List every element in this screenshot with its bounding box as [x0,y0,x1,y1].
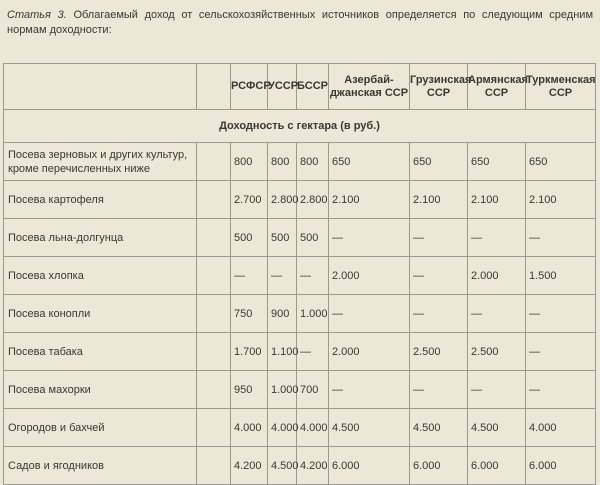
value-cell: — [526,219,596,257]
value-cell: — [231,257,268,295]
value-cell: 750 [231,295,268,333]
value-cell: — [329,295,410,333]
value-cell: 2.800 [268,181,297,219]
value-cell: 2.800 [297,181,329,219]
table-row [4,143,596,181]
row-label: Посева картофеля [4,181,197,219]
spacer-cell [197,409,231,447]
value-cell: 2.100 [410,181,468,219]
value-cell: 500 [268,219,297,257]
value-cell: 2.100 [329,181,410,219]
value-cell: 800 [297,143,329,181]
value-cell: 4.500 [268,447,297,485]
table-body [4,143,596,485]
value-cell: 2.500 [468,333,526,371]
table-row [4,257,596,295]
column-header-bssr: БССР [297,64,329,110]
value-cell: 2.100 [526,181,596,219]
value-cell: 2.000 [468,257,526,295]
value-cell: 2.100 [468,181,526,219]
value-cell: — [526,333,596,371]
row-label: Посева конопли [4,295,197,333]
value-cell: — [268,257,297,295]
value-cell: 4.500 [329,409,410,447]
spacer-cell [197,257,231,295]
spacer-cell [197,181,231,219]
value-cell: — [410,257,468,295]
value-cell: 6.000 [410,447,468,485]
row-label: Посева махорки [4,371,197,409]
article-number: Статья 3. [7,9,67,21]
value-cell: 500 [297,219,329,257]
value-cell: 950 [231,371,268,409]
section-header: Доходность с гектара (в руб.) [4,110,596,143]
value-cell: 2.000 [329,333,410,371]
row-label: Посева зерновых и других культур, кроме перечисленных ниже [4,143,197,181]
value-cell: 800 [268,143,297,181]
value-cell: 1.700 [231,333,268,371]
column-header-armenian-ssr: Армянская ССР [468,64,526,110]
value-cell: — [297,257,329,295]
value-cell: 2.700 [231,181,268,219]
table-row [4,219,596,257]
table-row [4,333,596,371]
value-cell: 700 [297,371,329,409]
column-header-ussr: УССР [268,64,297,110]
value-cell: 1.000 [297,295,329,333]
value-cell: 4.200 [297,447,329,485]
column-header-turkmen-ssr: Туркменская ССР [526,64,596,110]
value-cell: 1.000 [268,371,297,409]
value-cell: — [410,371,468,409]
table-row [4,181,596,219]
table-row [4,295,596,333]
value-cell: — [297,333,329,371]
value-cell: 6.000 [526,447,596,485]
value-cell: — [410,295,468,333]
value-cell: — [468,371,526,409]
value-cell: 650 [329,143,410,181]
value-cell: 4.000 [526,409,596,447]
intro-paragraph [7,8,593,38]
value-cell: 4.000 [268,409,297,447]
value-cell: 2.500 [410,333,468,371]
value-cell: 6.000 [329,447,410,485]
value-cell: 4.000 [231,409,268,447]
table-row [4,447,596,485]
value-cell: — [468,295,526,333]
row-label: Садов и ягодников [4,447,197,485]
spacer-cell [197,447,231,485]
spacer-cell [197,295,231,333]
row-label: Огородов и бахчей [4,409,197,447]
column-header-spacer [197,64,231,110]
table-row [4,409,596,447]
section-header-row [4,110,596,143]
row-label: Посева льна-долгунца [4,219,197,257]
intro-text: Облагаемый доход от сельскохозяйственных источников определяется по следующим средним нормам доходности: [7,9,594,36]
table-row [4,371,596,409]
spacer-cell [197,371,231,409]
income-norms-table [3,63,596,485]
value-cell: 4.500 [410,409,468,447]
value-cell: 4.500 [468,409,526,447]
value-cell: — [526,295,596,333]
column-header-rsfsr: РСФСР [231,64,268,110]
column-header-empty [4,64,197,110]
spacer-cell [197,219,231,257]
value-cell: — [526,371,596,409]
value-cell: 650 [468,143,526,181]
value-cell: 800 [231,143,268,181]
value-cell: 1.100 [268,333,297,371]
value-cell: 4.200 [231,447,268,485]
value-cell: 6.000 [468,447,526,485]
value-cell: 650 [410,143,468,181]
value-cell: — [468,219,526,257]
value-cell: 500 [231,219,268,257]
spacer-cell [197,143,231,181]
row-label: Посева табака [4,333,197,371]
value-cell: 650 [526,143,596,181]
value-cell: 1.500 [526,257,596,295]
value-cell: 2.000 [329,257,410,295]
column-header-row [4,64,596,110]
spacer-cell [197,333,231,371]
column-header-azerbaijan-ssr: Азербай-джанская ССР [329,64,410,110]
value-cell: 900 [268,295,297,333]
value-cell: — [329,219,410,257]
value-cell: — [410,219,468,257]
value-cell: — [329,371,410,409]
column-header-georgian-ssr: Грузинская ССР [410,64,468,110]
row-label: Посева хлопка [4,257,197,295]
value-cell: 4.000 [297,409,329,447]
